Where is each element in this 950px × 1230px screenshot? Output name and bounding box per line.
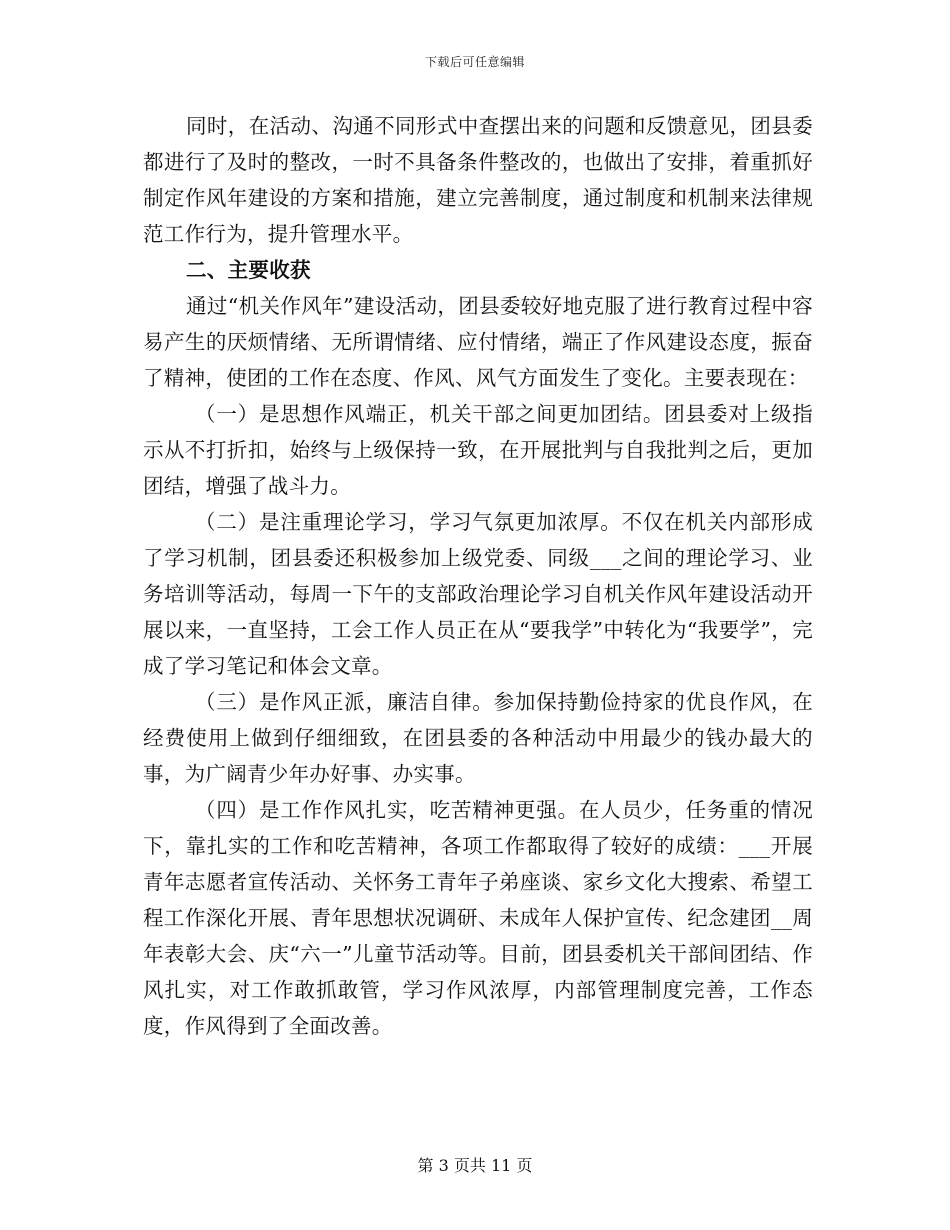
section-heading-main-gains: 二、主要收获 <box>186 258 311 282</box>
document-body <box>143 108 813 1044</box>
paragraph-item-4: （四）是工作作风扎实，吃苦精神更强。在人员少，任务重的情况下，靠扎实的工作和吃苦精神，各项工作都取得了较好的成绩：___开展青年志愿者宣传活动、关怀务工青年子弟座谈、家乡文化大搜索、希望工程工作深化开展、青年思想状况调研、未成年人保护宣传、纪念建团__周年表彰大会、庆“六一”儿童节活动等。目前，团县委机关干部间团结、作风扎实，对工作敢抓敢管，学习作风浓厚，内部管理制度完善，工作态度，作风得到了全面改善。 <box>143 798 813 1038</box>
paragraph-item-3: （三）是作风正派，廉洁自律。参加保持勤俭持家的优良作风，在经费使用上做到仔细细致，在团县委的各种活动中用最少的钱办最大的事，为广阔青少年办好事、办实事。 <box>143 690 813 786</box>
page-number: 第 3 页共 11 页 <box>417 1156 533 1175</box>
paragraph-item-2: （二）是注重理论学习，学习气氛更加浓厚。不仅在机关内部形成了学习机制，团县委还积极参加上级党委、同级___之间的理论学习、业务培训等活动，每周一下午的支部政治理论学习自机关作风年建设活动开展以来，一直坚持，工会工作人员正在从“要我学”中转化为“我要学”，完成了学习笔记和体会文章。 <box>143 510 813 678</box>
page-header-note: 下载后可任意编辑 <box>424 55 525 69</box>
paragraph-rectification: 同时，在活动、沟通不同形式中查摆出来的问题和反馈意见，团县委都进行了及时的整改，一时不具备条件整改的，也做出了安排，着重抓好制定作风年建设的方案和措施，建立完善制度，通过制度和机制来法律规范工作行为，提升管理水平。 <box>143 114 813 246</box>
paragraph-item-1: （一）是思想作风端正，机关干部之间更加团结。团县委对上级指示从不打折扣，始终与上级保持一致，在开展批判与自我批判之后，更加团结，增强了战斗力。 <box>143 402 813 498</box>
paragraph-gains-intro: 通过“机关作风年”建设活动，团县委较好地克服了进行教育过程中容易产生的厌烦情绪、无所谓情绪、应付情绪，端正了作风建设态度，振奋了精神，使团的工作在态度、作风、风气方面发生了变化。主要表现在： <box>143 294 813 390</box>
